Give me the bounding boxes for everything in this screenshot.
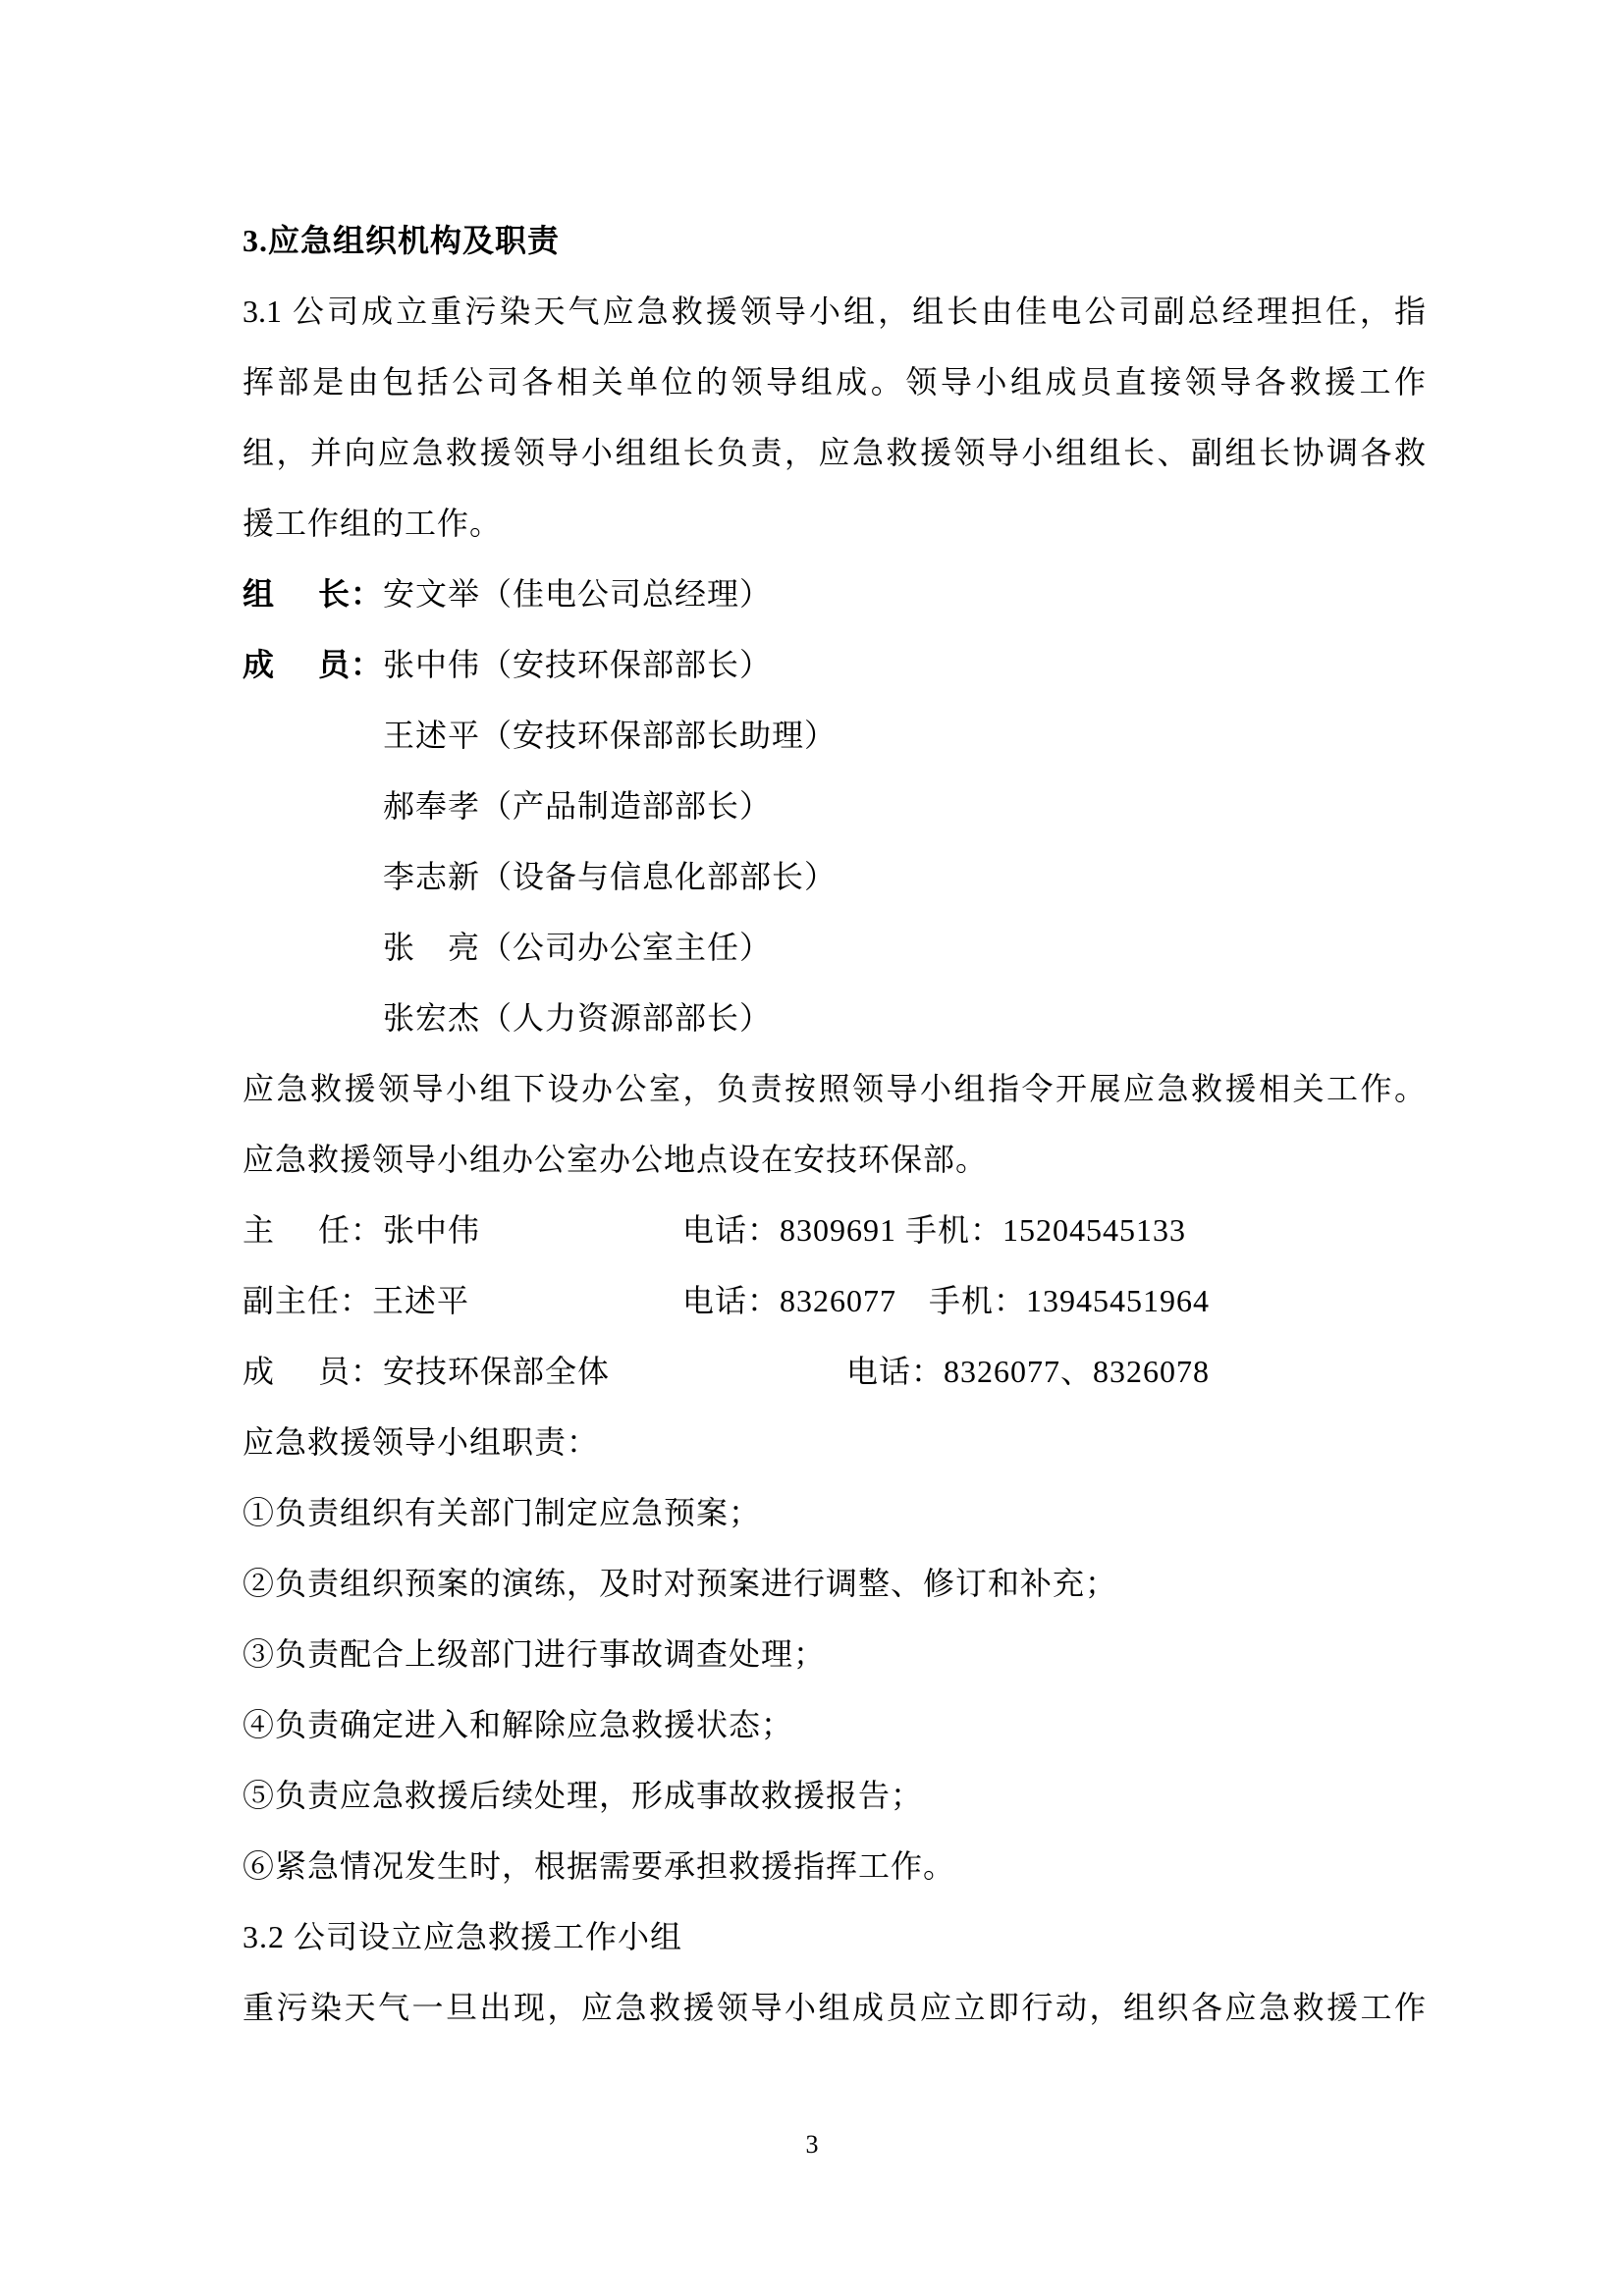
- members-row: [243, 629, 1426, 700]
- director-label: 主 任：: [243, 1212, 383, 1248]
- deputy-phone: 电话：8326077 手机：13945451964: [682, 1283, 1211, 1318]
- member-name: 张宏杰（人力资源部部长）: [383, 1000, 773, 1036]
- office-para-line-2: 应急救援领导小组办公室办公地点设在安技环保部。: [243, 1142, 989, 1177]
- section-3-heading: 3.应急组织机构及职责: [243, 223, 561, 258]
- leader-value: 安文举（佳电公司总经理）: [383, 576, 773, 612]
- duty-item-3: ③负责配合上级部门进行事故调查处理；: [243, 1636, 827, 1672]
- para-3-1-line-3: 组，并向应急救援领导小组组长负责，应急救援领导小组组长、副组长协调各救: [243, 435, 1426, 470]
- member-name: 李志新（设备与信息化部部长）: [383, 859, 838, 894]
- leader-label: 组 长：: [243, 576, 383, 612]
- office-director-row: [243, 1195, 1426, 1265]
- office-members-name: 安技环保部全体: [383, 1354, 611, 1389]
- para-3-1-line-1: 3.1 公司成立重污染天气应急救援领导小组，组长由佳电公司副总经理担任，指: [243, 294, 1426, 329]
- office-members-phone: 电话：8326077、8326078: [846, 1354, 1211, 1389]
- director-name: 张中伟: [383, 1212, 481, 1248]
- para-3-1-line-4: 援工作组的工作。: [243, 506, 503, 541]
- page-number: 3: [805, 2130, 819, 2159]
- office-deputy-row: [243, 1265, 1426, 1336]
- office-members-row: [243, 1336, 1426, 1407]
- para-3-1-line-2: 挥部是由包括公司各相关单位的领导组成。领导小组成员直接领导各救援工作: [243, 364, 1426, 400]
- office-para-line-1: 应急救援领导小组下设办公室，负责按照领导小组指令开展应急救援相关工作。: [243, 1071, 1426, 1106]
- duties-heading: 应急救援领导小组职责：: [243, 1424, 600, 1460]
- member-name: 郝奉孝（产品制造部部长）: [383, 788, 773, 824]
- duty-item-6: ⑥紧急情况发生时，根据需要承担救援指挥工作。: [243, 1848, 956, 1884]
- duty-item-2: ②负责组织预案的演练，及时对预案进行调整、修订和补充；: [243, 1566, 1118, 1601]
- member-name: 王述平（安技环保部部长助理）: [383, 718, 838, 753]
- office-members-label: 成 员：: [243, 1354, 383, 1389]
- section-3-2-heading: 3.2 公司设立应急救援工作小组: [243, 1919, 683, 1954]
- duty-item-5: ⑤负责应急救援后续处理，形成事故救援报告；: [243, 1778, 924, 1813]
- leader-row: [243, 559, 1426, 629]
- deputy-name: 副主任：王述平: [243, 1283, 470, 1318]
- document-body: [243, 205, 1426, 2043]
- members-label: 成 员：: [243, 647, 383, 682]
- director-phone: 电话：8309691 手机：15204545133: [682, 1212, 1187, 1248]
- duty-item-1: ①负责组织有关部门制定应急预案；: [243, 1495, 762, 1530]
- duty-item-4: ④负责确定进入和解除应急救援状态；: [243, 1707, 794, 1742]
- closing-line: 重污染天气一旦出现，应急救援领导小组成员应立即行动，组织各应急救援工作: [243, 1990, 1426, 2025]
- member-name: 张中伟（安技环保部部长）: [383, 647, 773, 682]
- member-name: 张 亮（公司办公室主任）: [383, 930, 773, 965]
